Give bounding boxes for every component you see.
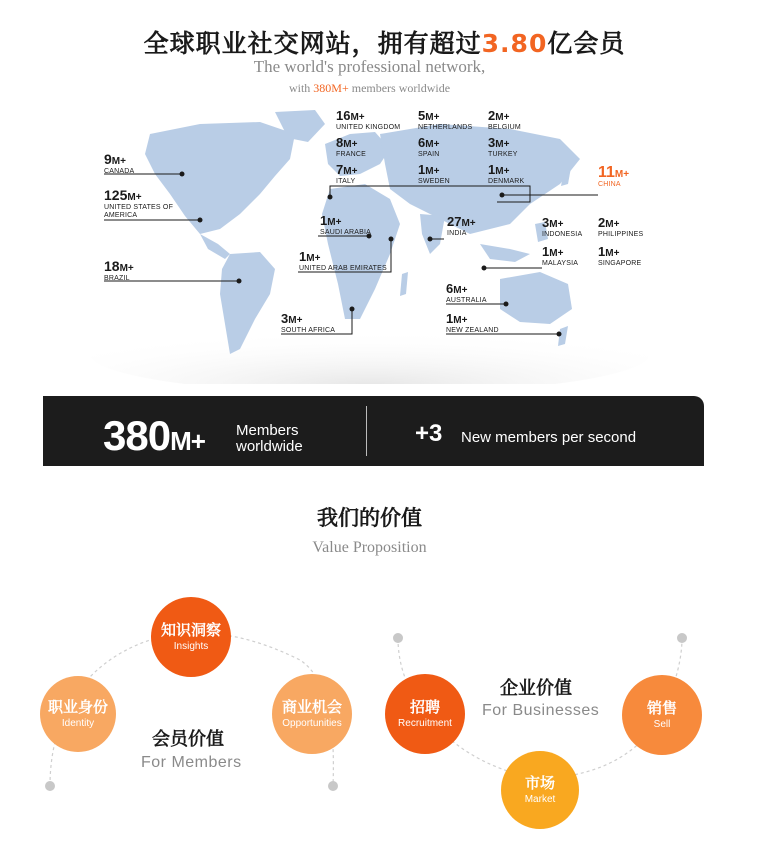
stat-value: 3 — [542, 215, 550, 230]
stat-country: FRANCE — [336, 151, 366, 158]
stat-value: 1 — [542, 244, 550, 259]
stat-value: 18 — [104, 258, 120, 274]
stat-unit: M+ — [425, 112, 440, 123]
stat-country: NETHERLANDS — [418, 124, 473, 131]
circle-sell-en: Sell — [653, 719, 671, 730]
hero-title-text: 全球职业社交网站，拥有超过 — [143, 29, 482, 58]
stat-united-arab-emirates — [299, 250, 387, 273]
circle-market-cn: 市场 — [524, 774, 555, 792]
stat-unit: M+ — [343, 166, 358, 177]
stat-south-africa — [281, 312, 335, 335]
circle-recruitment — [385, 674, 465, 754]
business-group-title: 企业价值 — [500, 678, 572, 699]
members-group-title: 会员价值 — [152, 729, 224, 750]
stat-unit: M+ — [453, 285, 468, 296]
stat-sweden — [418, 163, 450, 186]
members-banner — [43, 396, 704, 466]
banner-members-label — [236, 423, 303, 455]
circle-identity-cn: 职业身份 — [47, 698, 108, 716]
stat-country: DENMARK — [488, 178, 525, 185]
stat-brazil — [104, 260, 134, 283]
stat-saudi-arabia — [320, 214, 371, 237]
stat-unit: M+ — [495, 166, 510, 177]
stat-value: 2 — [598, 215, 606, 230]
stat-singapore — [598, 245, 641, 268]
stat-unit: M+ — [306, 253, 321, 264]
stat-value: 11 — [598, 164, 615, 181]
stat-turkey — [488, 136, 518, 159]
stat-value: 1 — [418, 162, 426, 177]
stat-unit: M+ — [350, 112, 365, 123]
stat-unit: M+ — [549, 248, 564, 259]
stat-unit: M+ — [605, 219, 620, 230]
stat-value: 3 — [281, 311, 289, 326]
stat-india — [447, 215, 476, 238]
circle-identity — [40, 676, 116, 752]
stat-value: 1 — [320, 213, 328, 228]
stat-country: PHILIPPINES — [598, 231, 644, 238]
circle-insights — [151, 597, 231, 677]
stat-unit: M+ — [288, 315, 303, 326]
stat-value: 6 — [418, 135, 426, 150]
circle-sell — [622, 675, 702, 755]
stat-indonesia — [542, 216, 582, 239]
stat-value: 16 — [336, 108, 351, 123]
stat-value: 1 — [299, 249, 307, 264]
stat-australia — [446, 282, 487, 305]
stat-country: UNITED STATES OF AMERICA — [104, 204, 174, 219]
value-subtitle: Value Proposition — [312, 539, 427, 556]
circle-market-en: Market — [524, 794, 556, 805]
stat-country: TURKEY — [488, 151, 518, 158]
members-group-subtitle: For Members — [141, 754, 242, 771]
stat-value: 1 — [488, 162, 496, 177]
stat-united-states — [104, 189, 174, 220]
banner-members-line2: worldwide — [236, 438, 303, 455]
stat-denmark — [488, 163, 524, 186]
stat-netherlands — [418, 109, 472, 132]
stat-value: 125 — [104, 187, 128, 203]
circle-market — [501, 751, 579, 829]
banner-count-number: 380 — [103, 412, 171, 459]
hero-title-number: 3.80 — [481, 29, 548, 58]
stat-country: BRAZIL — [104, 275, 130, 282]
stat-value: 5 — [418, 108, 426, 123]
hero-members-suffix: members worldwide — [348, 81, 451, 95]
stat-value: 3 — [488, 135, 496, 150]
stat-country: ITALY — [336, 178, 356, 185]
stat-philippines — [598, 216, 643, 239]
stat-value: 1 — [598, 244, 606, 259]
banner-divider — [366, 406, 367, 456]
stat-country: UNITED ARAB EMIRATES — [299, 265, 387, 272]
stat-new-zealand — [446, 312, 499, 335]
banner-members-count — [103, 412, 205, 460]
stat-unit: M+ — [425, 166, 440, 177]
circle-recruitment-cn: 招聘 — [409, 698, 440, 716]
stat-country: SINGAPORE — [598, 260, 642, 267]
stat-unit: M+ — [111, 156, 126, 167]
stat-country: BELGIUM — [488, 124, 521, 131]
stat-france — [336, 136, 366, 159]
circle-opportunities-cn: 商业机会 — [281, 698, 342, 716]
circle-identity-en: Identity — [61, 718, 95, 729]
banner-new-count: +3 — [415, 420, 443, 447]
business-group-subtitle: For Businesses — [482, 702, 600, 719]
stat-country: SPAIN — [418, 151, 440, 158]
circle-insights-cn: 知识洞察 — [160, 621, 221, 639]
stat-malaysia — [542, 245, 578, 268]
banner-count-suffix: M+ — [170, 426, 205, 456]
stat-country: CHINA — [598, 181, 621, 188]
hero-subtitle: The world's professional network, — [253, 57, 486, 76]
stat-canada — [104, 153, 134, 176]
stat-value: 6 — [446, 281, 454, 296]
stat-spain — [418, 136, 440, 159]
circle-insights-en: Insights — [173, 641, 209, 652]
stat-unit: M+ — [343, 139, 358, 150]
stat-unit: M+ — [461, 218, 476, 229]
stat-china — [598, 166, 629, 189]
stat-country: INDONESIA — [542, 231, 583, 238]
banner-members-line1: Members — [236, 422, 299, 439]
circle-sell-cn: 销售 — [646, 699, 677, 717]
stat-country: AUSTRALIA — [446, 297, 487, 304]
stat-value: 9 — [104, 151, 112, 167]
stat-country: INDIA — [447, 230, 467, 237]
stat-country: UNITED KINGDOM — [336, 124, 401, 131]
circle-opportunities — [272, 674, 352, 754]
stat-unit: M+ — [495, 112, 510, 123]
stat-unit: M+ — [327, 217, 342, 228]
banner-new-label: New members per second — [461, 429, 637, 446]
stat-unit: M+ — [127, 192, 142, 203]
stat-value: 7 — [336, 162, 344, 177]
hero-members-prefix: with — [288, 81, 314, 95]
stat-unit: M+ — [425, 139, 440, 150]
stat-unit: M+ — [614, 169, 630, 180]
value-title: 我们的价值 — [317, 506, 422, 530]
stat-value: 1 — [446, 311, 454, 326]
stat-country: MALAYSIA — [542, 260, 579, 267]
stat-unit: M+ — [549, 219, 564, 230]
stat-unit: M+ — [119, 263, 134, 274]
stat-country: NEW ZEALAND — [446, 327, 499, 334]
stat-unit: M+ — [495, 139, 510, 150]
stat-country: SWEDEN — [418, 178, 450, 185]
stat-unit: M+ — [605, 248, 620, 259]
stat-united-kingdom — [336, 109, 400, 132]
stat-value: 27 — [447, 214, 462, 229]
hero-title-suffix: 亿会员 — [547, 29, 626, 58]
stat-value: 8 — [336, 135, 344, 150]
stat-unit: M+ — [453, 315, 468, 326]
hero-members-number: 380M+ — [313, 81, 349, 95]
stat-country: SAUDI ARABIA — [320, 229, 372, 236]
circle-opportunities-en: Opportunities — [282, 718, 342, 729]
circle-recruitment-en: Recruitment — [398, 718, 452, 729]
stat-country: CANADA — [104, 168, 135, 175]
stat-country: SOUTH AFRICA — [281, 327, 336, 334]
stat-belgium — [488, 109, 521, 132]
stat-italy — [336, 163, 357, 186]
stat-value: 2 — [488, 108, 496, 123]
